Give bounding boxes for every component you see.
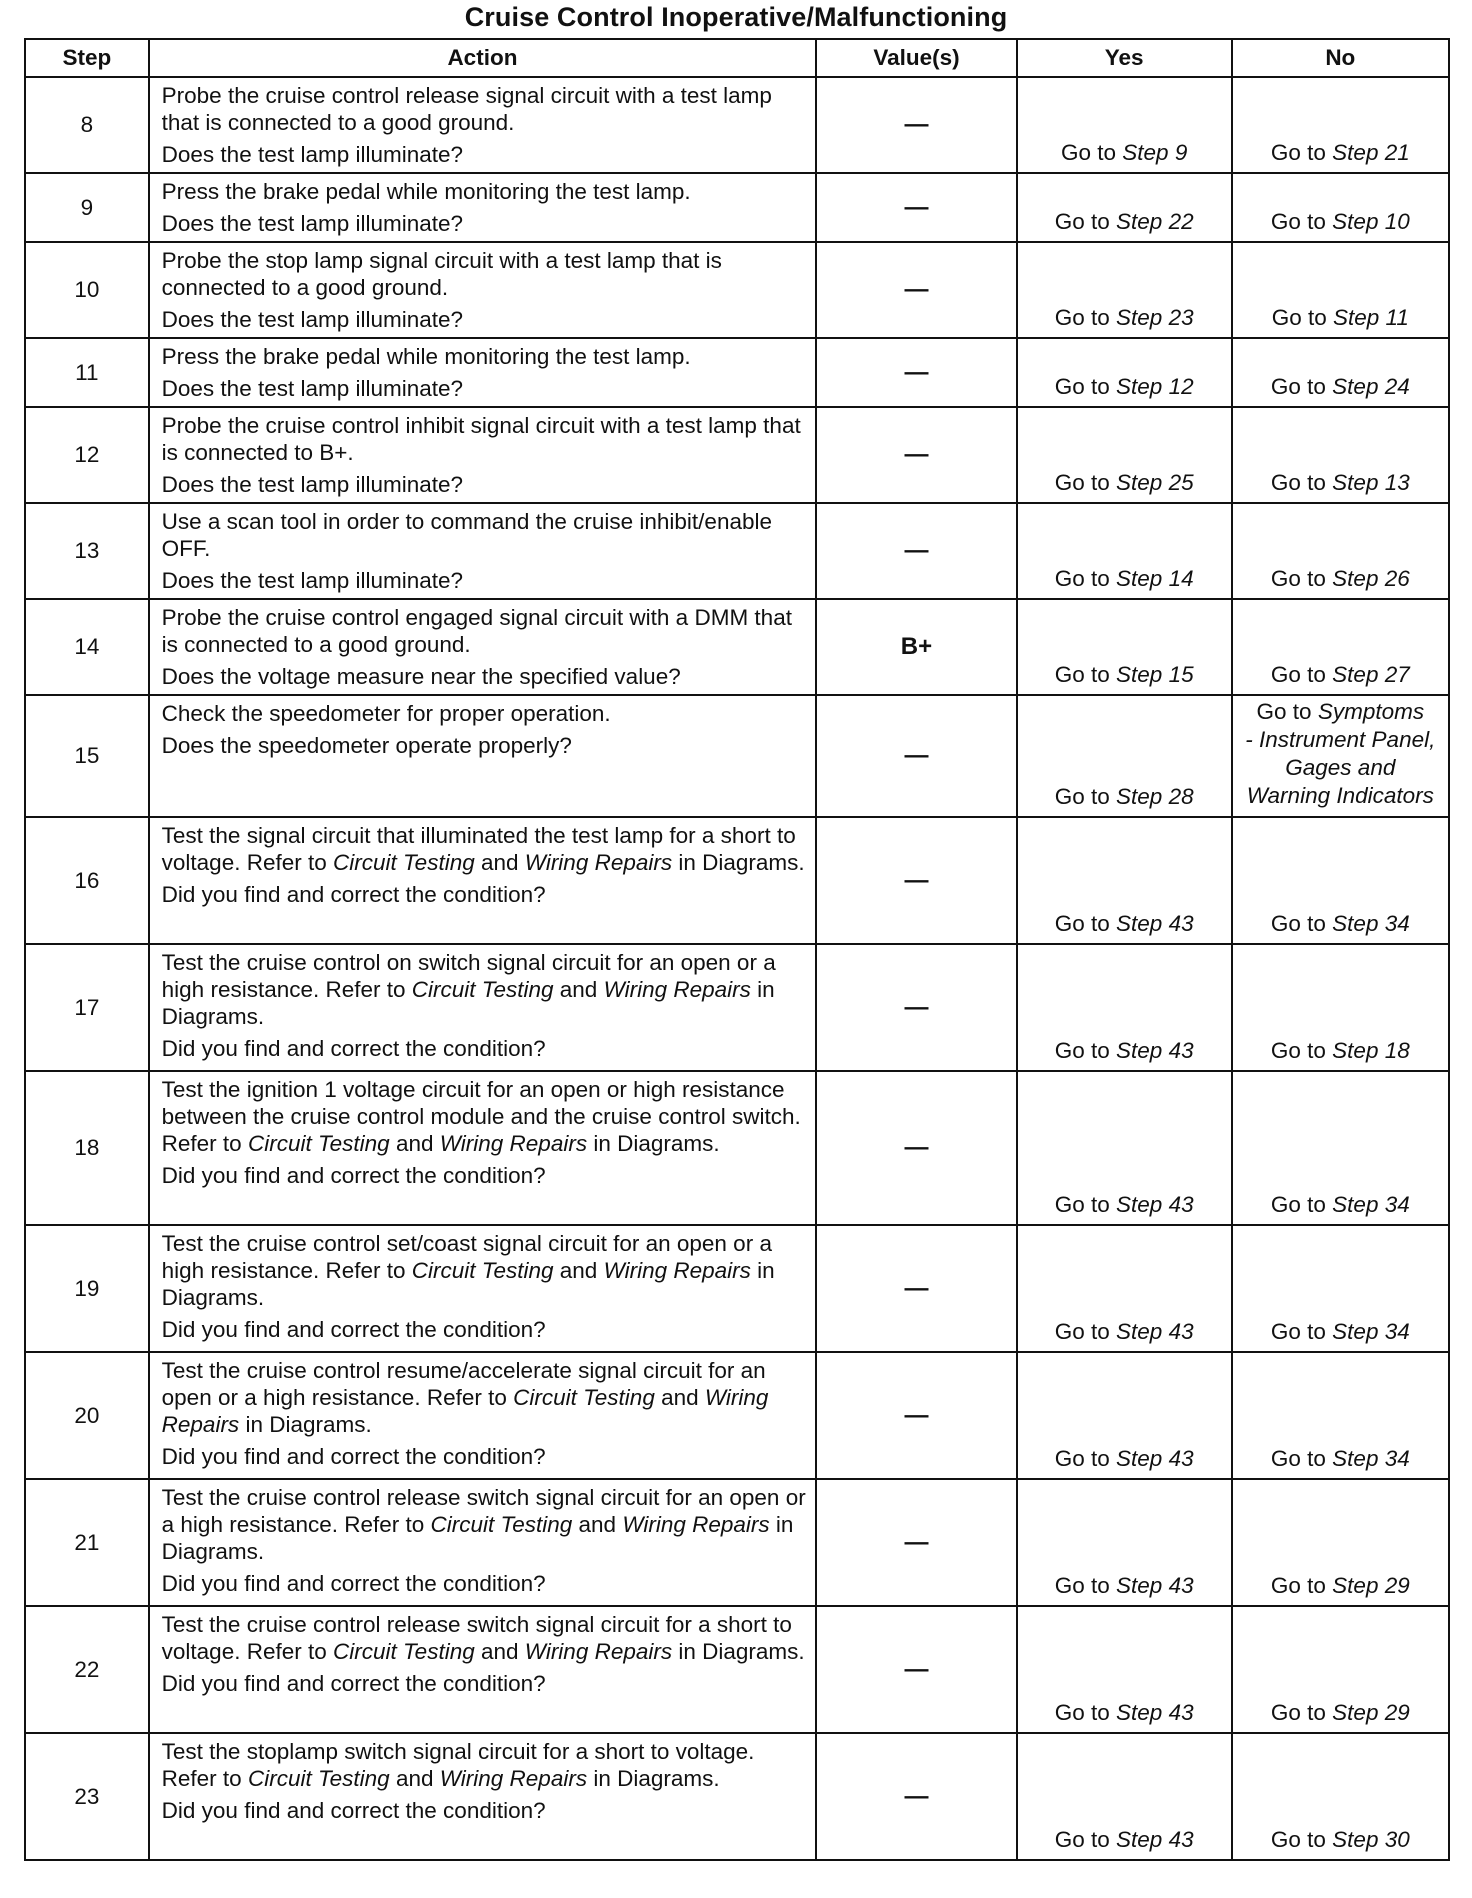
no-step-link[interactable]: Step 18 xyxy=(1332,1038,1410,1063)
ref-wiring-repairs: Wiring Repairs xyxy=(622,1512,770,1537)
no-prefix: Go to xyxy=(1270,1827,1333,1852)
question-text: Did you find and correct the condition? xyxy=(161,1036,546,1061)
yes-prefix: Go to xyxy=(1054,1700,1117,1725)
question-text: Does the test lamp illuminate? xyxy=(161,307,464,332)
yes-step-link[interactable]: Step 28 xyxy=(1116,784,1194,809)
action-text xyxy=(162,822,808,876)
action-text-part: Test the cruise control on switch signal circuit for an open or a high resistance. Refer to xyxy=(161,950,776,1002)
ref-wiring-repairs: Wiring Repairs xyxy=(603,1258,751,1283)
yes-prefix: Go to xyxy=(1054,662,1117,687)
page-title: Cruise Control Inoperative/Malfunctioning xyxy=(464,2,1008,32)
action-text: Press the brake pedal while monitoring the test lamp. xyxy=(161,179,691,204)
action-text: Probe the cruise control engaged signal circuit with a DMM that is connected to a good ground. xyxy=(161,605,792,657)
diagnostic-table xyxy=(24,38,1450,1861)
action-cell xyxy=(149,1733,817,1860)
ref-wiring-repairs: Wiring Repairs xyxy=(439,1766,588,1791)
question-text: Does the voltage measure near the specified value? xyxy=(161,664,681,689)
value-cell: — xyxy=(816,695,1017,817)
yes-step-link[interactable]: Step 22 xyxy=(1116,209,1194,234)
value-cell: — xyxy=(816,407,1017,503)
yes-step-link[interactable]: Step 25 xyxy=(1116,470,1194,495)
action-text-part: in Diagrams. xyxy=(587,1766,720,1791)
step-number: 14 xyxy=(25,599,149,695)
no-prefix: Go to xyxy=(1270,209,1333,234)
action-text-part: and xyxy=(572,1512,623,1537)
value-cell: — xyxy=(816,173,1017,242)
table-row xyxy=(25,1225,1449,1352)
no-step-link[interactable]: Step 29 xyxy=(1332,1573,1410,1598)
action-text xyxy=(162,1076,808,1157)
action-text-part: Test the ignition 1 voltage circuit for an open or high resistance between the cruise control module and the cruise control switch. Refer to xyxy=(161,1077,801,1156)
value-cell: — xyxy=(816,503,1017,599)
action-text-part: Test the cruise control set/coast signal circuit for an open or a high resistance. Refer to xyxy=(161,1231,772,1283)
ref-circuit-testing: Circuit Testing xyxy=(247,1131,390,1156)
question-text: Does the test lamp illuminate? xyxy=(161,568,464,593)
no-prefix: Go to xyxy=(1270,470,1333,495)
step-number: 23 xyxy=(25,1733,149,1860)
question-text: Did you find and correct the condition? xyxy=(161,1571,546,1596)
yes-cell xyxy=(1017,695,1232,817)
yes-prefix: Go to xyxy=(1054,1827,1117,1852)
question-text: Did you find and correct the condition? xyxy=(161,1798,546,1823)
yes-prefix: Go to xyxy=(1054,1192,1117,1217)
value-cell: — xyxy=(816,944,1017,1071)
action-text-part: and xyxy=(553,977,604,1002)
table-row xyxy=(25,944,1449,1071)
action-text-part: and xyxy=(553,1258,604,1283)
question-text: Did you find and correct the condition? xyxy=(161,882,546,907)
table-row xyxy=(25,599,1449,695)
no-link-line: Warning Indicators xyxy=(1246,783,1434,808)
header-yes: Yes xyxy=(1017,39,1232,77)
yes-step-link[interactable]: Step 43 xyxy=(1116,1573,1194,1598)
step-number: 20 xyxy=(25,1352,149,1479)
table-row xyxy=(25,1352,1449,1479)
action-text-part: in Diagrams. xyxy=(239,1412,372,1437)
yes-step-link[interactable]: Step 43 xyxy=(1116,1446,1194,1471)
step-number: 10 xyxy=(25,242,149,338)
no-prefix: Go to xyxy=(1270,662,1333,687)
value-cell: — xyxy=(816,242,1017,338)
action-text-part: Test the cruise control release switch signal circuit for an open or a high resistance. Refer to xyxy=(161,1485,806,1537)
ref-circuit-testing: Circuit Testing xyxy=(411,1258,554,1283)
action-cell xyxy=(149,817,817,944)
yes-cell xyxy=(1017,503,1232,599)
question-text: Did you find and correct the condition? xyxy=(161,1163,546,1188)
yes-cell xyxy=(1017,1352,1232,1479)
action-text: Press the brake pedal while monitoring the test lamp. xyxy=(161,344,691,369)
no-step-link[interactable]: Step 24 xyxy=(1332,374,1410,399)
ref-wiring-repairs: Wiring Repairs xyxy=(161,1385,769,1437)
question-text: Does the speedometer operate properly? xyxy=(161,733,572,758)
yes-cell xyxy=(1017,407,1232,503)
no-link-line: Symptoms xyxy=(1317,699,1425,724)
action-text-part: in Diagrams. xyxy=(161,977,775,1029)
action-cell xyxy=(149,242,817,338)
action-text-part: in Diagrams. xyxy=(161,1258,775,1310)
value-cell: — xyxy=(816,77,1017,173)
no-prefix: Go to xyxy=(1270,1573,1333,1598)
action-text xyxy=(162,1230,808,1311)
ref-circuit-testing: Circuit Testing xyxy=(333,1639,475,1664)
no-step-link[interactable]: Step 26 xyxy=(1332,566,1410,591)
action-cell xyxy=(149,1071,817,1225)
ref-circuit-testing: Circuit Testing xyxy=(333,850,475,875)
action-text-part: in Diagrams. xyxy=(672,850,805,875)
question-text: Did you find and correct the condition? xyxy=(161,1444,546,1469)
action-cell xyxy=(149,1352,817,1479)
question-text: Does the test lamp illuminate? xyxy=(161,211,464,236)
no-prefix: Go to xyxy=(1270,140,1333,165)
yes-prefix: Go to xyxy=(1054,1446,1117,1471)
action-text-part: Test the cruise control release switch signal circuit for a short to voltage. Refer to xyxy=(161,1612,792,1664)
action-cell xyxy=(149,77,817,173)
no-cell xyxy=(1232,944,1449,1071)
value-cell: — xyxy=(816,817,1017,944)
header-step: Step xyxy=(25,39,149,77)
value-cell: B+ xyxy=(816,599,1017,695)
no-step-link[interactable]: Step 13 xyxy=(1332,470,1410,495)
yes-step-link[interactable]: Step 43 xyxy=(1116,911,1194,936)
yes-cell xyxy=(1017,1225,1232,1352)
action-text xyxy=(162,1484,808,1565)
step-number: 21 xyxy=(25,1479,149,1606)
step-number: 12 xyxy=(25,407,149,503)
no-cell xyxy=(1232,503,1449,599)
ref-circuit-testing: Circuit Testing xyxy=(430,1512,573,1537)
table-row xyxy=(25,1733,1449,1860)
no-prefix: Go to xyxy=(1270,1700,1333,1725)
action-text: Probe the stop lamp signal circuit with a test lamp that is connected to a good ground. xyxy=(161,248,722,300)
action-text-part: Test the signal circuit that illuminated the test lamp for a short to voltage. Refer to xyxy=(161,823,796,875)
action-text-part: in Diagrams. xyxy=(161,1512,794,1564)
value-cell: — xyxy=(816,1606,1017,1733)
step-number: 8 xyxy=(25,77,149,173)
no-cell xyxy=(1232,1071,1449,1225)
table-row xyxy=(25,407,1449,503)
no-cell xyxy=(1232,77,1449,173)
question-text: Does the test lamp illuminate? xyxy=(161,142,464,167)
action-cell xyxy=(149,407,817,503)
no-prefix: Go to xyxy=(1271,305,1333,330)
yes-cell xyxy=(1017,173,1232,242)
value-cell: — xyxy=(816,1225,1017,1352)
yes-step-link[interactable]: Step 9 xyxy=(1122,140,1188,165)
yes-step-link[interactable]: Step 23 xyxy=(1116,305,1194,330)
yes-cell xyxy=(1017,1733,1232,1860)
table-row xyxy=(25,1071,1449,1225)
yes-prefix: Go to xyxy=(1054,209,1117,234)
yes-cell xyxy=(1017,599,1232,695)
action-cell xyxy=(149,1225,817,1352)
table-row xyxy=(25,695,1449,817)
yes-prefix: Go to xyxy=(1054,566,1117,591)
no-step-link[interactable]: Step 34 xyxy=(1332,1192,1410,1217)
step-number: 9 xyxy=(25,173,149,242)
yes-step-link[interactable]: Step 43 xyxy=(1116,1700,1194,1725)
action-text: Use a scan tool in order to command the cruise inhibit/enable OFF. xyxy=(161,509,772,561)
action-text xyxy=(162,1611,808,1665)
no-cell xyxy=(1232,407,1449,503)
action-text xyxy=(162,1738,808,1792)
no-prefix: Go to xyxy=(1270,1446,1333,1471)
no-step-link[interactable]: Step 21 xyxy=(1332,140,1410,165)
no-prefix: Go to xyxy=(1270,374,1333,399)
no-link-line: Gages and xyxy=(1285,755,1396,780)
yes-cell xyxy=(1017,817,1232,944)
yes-prefix: Go to xyxy=(1054,374,1117,399)
action-cell xyxy=(149,173,817,242)
step-number: 18 xyxy=(25,1071,149,1225)
action-cell xyxy=(149,1606,817,1733)
action-text: Probe the cruise control inhibit signal circuit with a test lamp that is connected to B+. xyxy=(161,413,801,465)
yes-cell xyxy=(1017,1071,1232,1225)
step-number: 17 xyxy=(25,944,149,1071)
header-no: No xyxy=(1232,39,1449,77)
action-text xyxy=(162,949,808,1030)
yes-cell xyxy=(1017,242,1232,338)
step-number: 13 xyxy=(25,503,149,599)
table-row xyxy=(25,173,1449,242)
yes-prefix: Go to xyxy=(1060,140,1123,165)
table-header-row xyxy=(25,39,1449,77)
no-cell[interactable] xyxy=(1232,695,1449,817)
yes-prefix: Go to xyxy=(1054,911,1117,936)
yes-cell xyxy=(1017,338,1232,407)
yes-step-link[interactable]: Step 43 xyxy=(1116,1192,1194,1217)
no-prefix: Go to xyxy=(1270,1192,1333,1217)
no-step-link[interactable]: Step 29 xyxy=(1332,1700,1410,1725)
value-cell: — xyxy=(816,1071,1017,1225)
yes-prefix: Go to xyxy=(1054,784,1117,809)
yes-cell xyxy=(1017,944,1232,1071)
ref-wiring-repairs: Wiring Repairs xyxy=(524,1639,673,1664)
action-text-part: in Diagrams. xyxy=(672,1639,805,1664)
question-text: Did you find and correct the condition? xyxy=(161,1317,546,1342)
ref-circuit-testing: Circuit Testing xyxy=(411,977,554,1002)
action-text-part: Test the stoplamp switch signal circuit for a short to voltage. Refer to xyxy=(161,1739,755,1791)
no-cell xyxy=(1232,1225,1449,1352)
yes-step-link[interactable]: Step 43 xyxy=(1116,1319,1194,1344)
action-text xyxy=(162,1357,808,1438)
no-cell xyxy=(1232,338,1449,407)
no-prefix: Go to xyxy=(1270,566,1333,591)
yes-step-link[interactable]: Step 43 xyxy=(1116,1827,1194,1852)
action-cell xyxy=(149,338,817,407)
no-cell xyxy=(1232,242,1449,338)
no-prefix: Go to xyxy=(1270,1319,1333,1344)
no-prefix: Go to xyxy=(1256,699,1318,724)
value-cell: — xyxy=(816,1479,1017,1606)
no-step-link[interactable]: Step 34 xyxy=(1332,1446,1410,1471)
table-row xyxy=(25,338,1449,407)
step-number: 16 xyxy=(25,817,149,944)
ref-wiring-repairs: Wiring Repairs xyxy=(603,977,751,1002)
no-link-line: - Instrument Panel, xyxy=(1245,727,1436,752)
action-text-part: and xyxy=(389,1766,440,1791)
ref-wiring-repairs: Wiring Repairs xyxy=(524,850,673,875)
question-text: Does the test lamp illuminate? xyxy=(161,376,464,401)
action-cell xyxy=(149,599,817,695)
no-cell xyxy=(1232,1733,1449,1860)
action-text-part: and xyxy=(474,850,525,875)
action-cell xyxy=(149,1479,817,1606)
action-text-part: and xyxy=(389,1131,440,1156)
no-step-link[interactable]: Step 10 xyxy=(1332,209,1410,234)
yes-step-link[interactable]: Step 14 xyxy=(1116,566,1194,591)
step-number: 22 xyxy=(25,1606,149,1733)
no-step-link[interactable]: Step 30 xyxy=(1332,1827,1410,1852)
yes-cell xyxy=(1017,1606,1232,1733)
yes-prefix: Go to xyxy=(1054,305,1117,330)
value-cell: — xyxy=(816,338,1017,407)
yes-step-link[interactable]: Step 43 xyxy=(1116,1038,1194,1063)
action-cell xyxy=(149,695,817,817)
yes-cell xyxy=(1017,77,1232,173)
question-text: Did you find and correct the condition? xyxy=(161,1671,546,1696)
no-cell xyxy=(1232,817,1449,944)
question-text: Does the test lamp illuminate? xyxy=(161,472,464,497)
ref-circuit-testing: Circuit Testing xyxy=(247,1766,390,1791)
no-cell xyxy=(1232,1606,1449,1733)
table-row xyxy=(25,77,1449,173)
step-number: 11 xyxy=(25,338,149,407)
action-text-part: and xyxy=(474,1639,525,1664)
no-step-link[interactable]: Step 34 xyxy=(1332,1319,1410,1344)
action-text: Check the speedometer for proper operation. xyxy=(161,701,611,726)
ref-wiring-repairs: Wiring Repairs xyxy=(439,1131,588,1156)
no-cell xyxy=(1232,1352,1449,1479)
table-row xyxy=(25,817,1449,944)
step-number: 15 xyxy=(25,695,149,817)
action-text: Probe the cruise control release signal circuit with a test lamp that is connected to a good ground. xyxy=(161,83,772,135)
table-row xyxy=(25,503,1449,599)
step-number: 19 xyxy=(25,1225,149,1352)
table-row xyxy=(25,1606,1449,1733)
yes-prefix: Go to xyxy=(1054,1038,1117,1063)
no-cell xyxy=(1232,173,1449,242)
action-text-part: Test the cruise control resume/accelerate signal circuit for an open or a high resistance. Refer to xyxy=(161,1358,766,1410)
yes-prefix: Go to xyxy=(1054,1573,1117,1598)
yes-prefix: Go to xyxy=(1054,470,1117,495)
no-cell xyxy=(1232,1479,1449,1606)
action-text-part: and xyxy=(654,1385,705,1410)
value-cell: — xyxy=(816,1733,1017,1860)
no-step-link[interactable]: Step 27 xyxy=(1332,662,1410,687)
action-text-part: in Diagrams. xyxy=(587,1131,720,1156)
no-prefix: Go to xyxy=(1270,911,1333,936)
no-step-link[interactable]: Step 34 xyxy=(1332,911,1410,936)
table-row xyxy=(25,1479,1449,1606)
value-cell: — xyxy=(816,1352,1017,1479)
yes-step-link[interactable]: Step 12 xyxy=(1116,374,1194,399)
no-step-link[interactable]: Step 11 xyxy=(1333,305,1409,330)
header-action: Action xyxy=(149,39,817,77)
action-cell xyxy=(149,503,817,599)
yes-prefix: Go to xyxy=(1054,1319,1117,1344)
ref-circuit-testing: Circuit Testing xyxy=(513,1385,655,1410)
no-prefix: Go to xyxy=(1270,1038,1333,1063)
table-row xyxy=(25,242,1449,338)
no-cell xyxy=(1232,599,1449,695)
action-cell xyxy=(149,944,817,1071)
yes-cell xyxy=(1017,1479,1232,1606)
header-value: Value(s) xyxy=(816,39,1017,77)
yes-step-link[interactable]: Step 15 xyxy=(1116,662,1194,687)
